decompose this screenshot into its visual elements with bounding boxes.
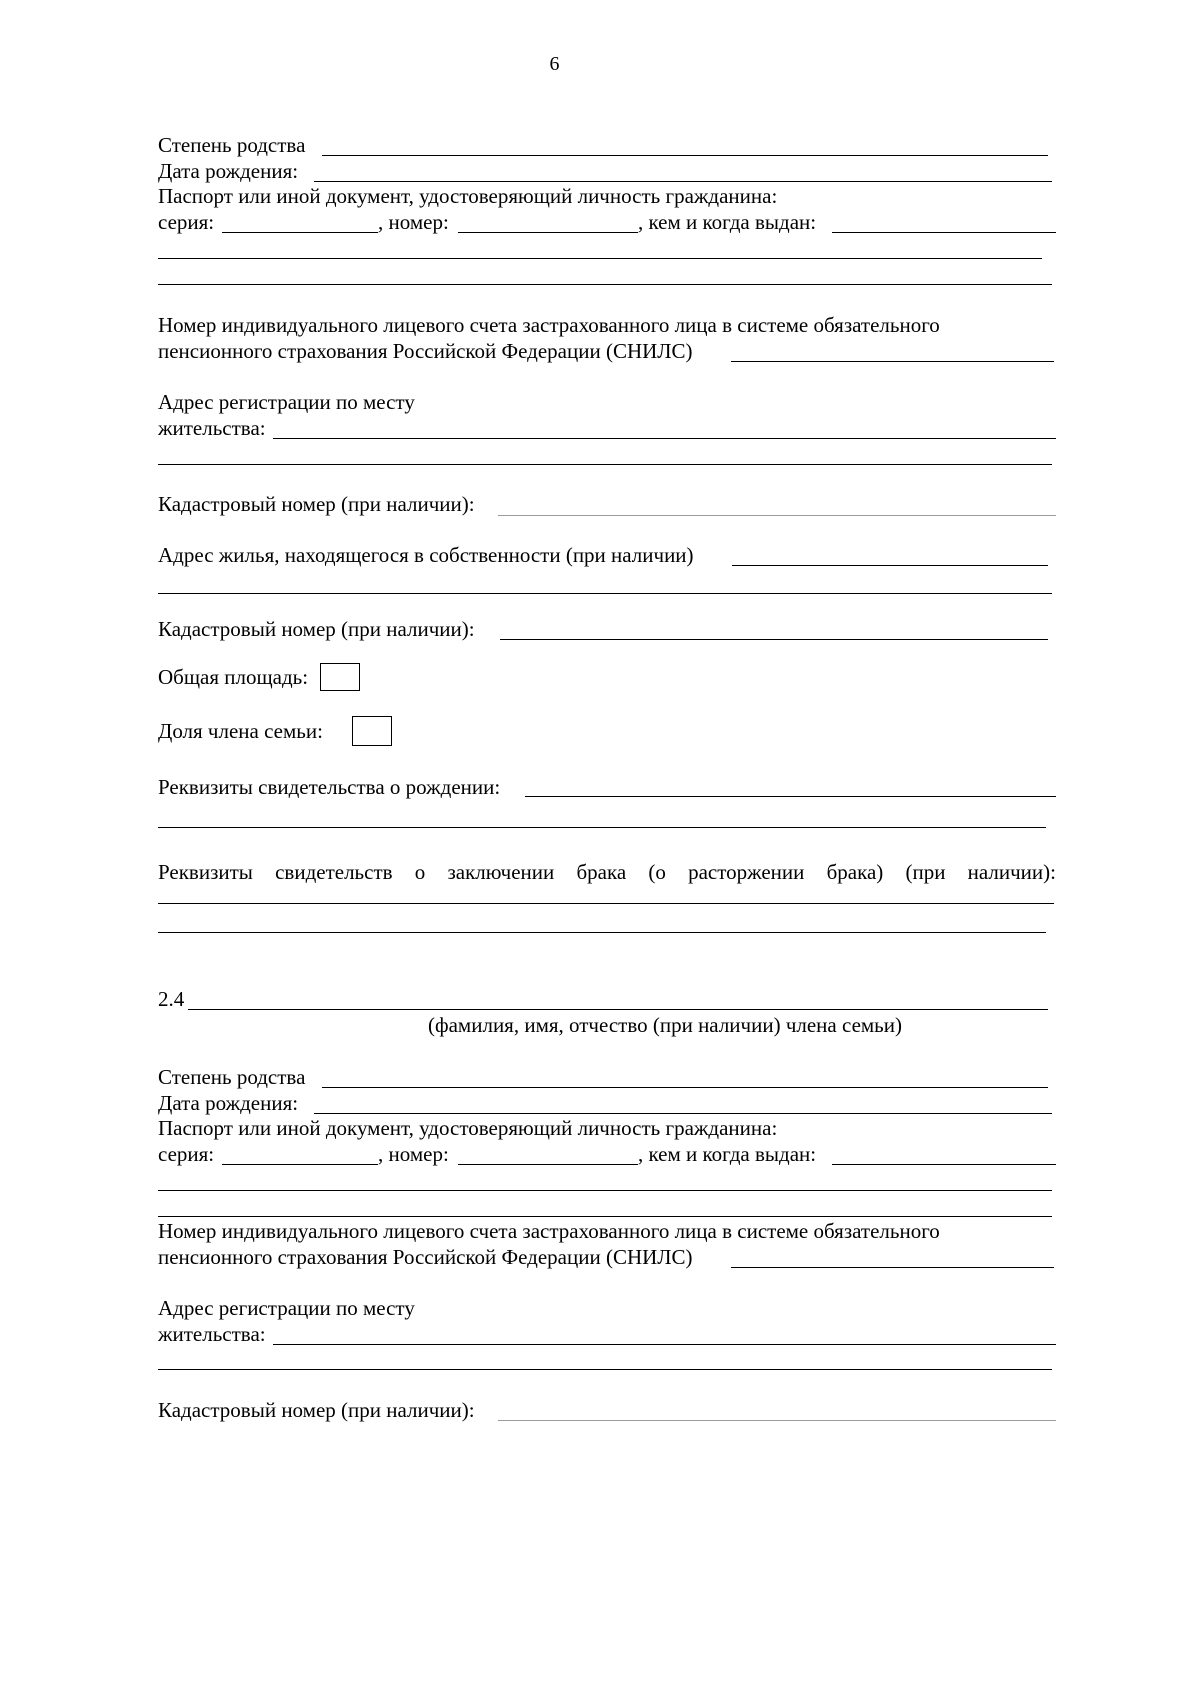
passport-label-2: Паспорт или иной документ, удостоверяющий личность гражданина: [158,1116,778,1140]
passport-label: Паспорт или иной документ, удостоверяющий личность гражданина: [158,184,778,208]
passport-issued-field-line2[interactable] [158,258,1042,259]
address-field-2[interactable] [273,1344,1056,1345]
cadastral-label-3: Кадастровый номер (при наличии): [158,1398,475,1422]
owned-housing-label: Адрес жилья, находящегося в собственности (при наличии) [158,543,694,567]
cadastral-label-1: Кадастровый номер (при наличии): [158,492,475,516]
birthdate-field-2[interactable] [314,1113,1052,1114]
owned-housing-field-line2[interactable] [158,593,1052,594]
birthdate-label-2: Дата рождения: [158,1091,299,1115]
address-label-2-line1: Адрес регистрации по месту [158,1296,415,1320]
passport-issued-label: , кем и когда выдан: [638,210,817,234]
passport-issued-field-2-line2[interactable] [158,1190,1052,1191]
birth-cert-label: Реквизиты свидетельства о рождении: [158,775,501,799]
passport-issued-field-2[interactable] [832,1164,1056,1165]
snils-field[interactable] [731,361,1054,362]
family-share-label: Доля члена семьи: [158,719,323,743]
address-field[interactable] [273,438,1056,439]
passport-series-label: серия: [158,210,215,234]
cadastral-field-1[interactable] [498,515,1056,516]
address-field-line2[interactable] [158,464,1052,465]
passport-issued-field-line3[interactable] [158,284,1052,285]
birth-cert-field-line2[interactable] [158,827,1046,828]
snils-label-2-line2: пенсионного страхования Российской Федерации (СНИЛС) [158,1245,693,1269]
marriage-cert-field-line2[interactable] [158,932,1046,933]
passport-number-field[interactable] [458,232,638,233]
relation-field[interactable] [322,155,1048,156]
marriage-cert-label: Реквизиты свидетельств о заключении брака (о расторжении брака) (при наличии): [158,860,1056,884]
birth-cert-field[interactable] [525,796,1056,797]
relation-field-2[interactable] [322,1087,1048,1088]
family-share-box[interactable] [352,716,392,746]
address-label-line1: Адрес регистрации по месту [158,390,415,414]
cadastral-label-2: Кадастровый номер (при наличии): [158,617,475,641]
passport-issued-field[interactable] [832,232,1056,233]
marriage-cert-field[interactable] [158,903,1054,904]
passport-issued-label-2: , кем и когда выдан: [638,1142,817,1166]
passport-number-label: , номер: [378,210,449,234]
member-name-caption: (фамилия, имя, отчество (при наличии) члена семьи) [428,1013,902,1037]
passport-series-field[interactable] [222,232,378,233]
birthdate-field[interactable] [314,181,1052,182]
passport-number-label-2: , номер: [378,1142,449,1166]
snils-label-line2: пенсионного страхования Российской Федерации (СНИЛС) [158,339,693,363]
passport-series-label-2: серия: [158,1142,215,1166]
cadastral-field-2[interactable] [500,639,1048,640]
birthdate-label: Дата рождения: [158,159,299,183]
address-field-2-line2[interactable] [158,1369,1052,1370]
member-number: 2.4 [158,987,185,1011]
owned-housing-field[interactable] [732,565,1048,566]
address-label-line2: жительства: [158,416,266,440]
snils-label-2-line1: Номер индивидуального лицевого счета застрахованного лица в системе обязательного [158,1219,940,1243]
passport-issued-field-2-line3[interactable] [158,1216,1052,1217]
member-name-field[interactable] [188,1009,1048,1010]
relation-label: Степень родства [158,133,306,157]
passport-series-field-2[interactable] [222,1164,378,1165]
snils-field-2[interactable] [731,1267,1054,1268]
total-area-label: Общая площадь: [158,665,309,689]
address-label-2-line2: жительства: [158,1322,266,1346]
total-area-box[interactable] [320,663,360,691]
page-number: 6 [549,53,560,75]
relation-label-2: Степень родства [158,1065,306,1089]
cadastral-field-3[interactable] [498,1420,1056,1421]
passport-number-field-2[interactable] [458,1164,638,1165]
snils-label-line1: Номер индивидуального лицевого счета застрахованного лица в системе обязательного [158,313,940,337]
